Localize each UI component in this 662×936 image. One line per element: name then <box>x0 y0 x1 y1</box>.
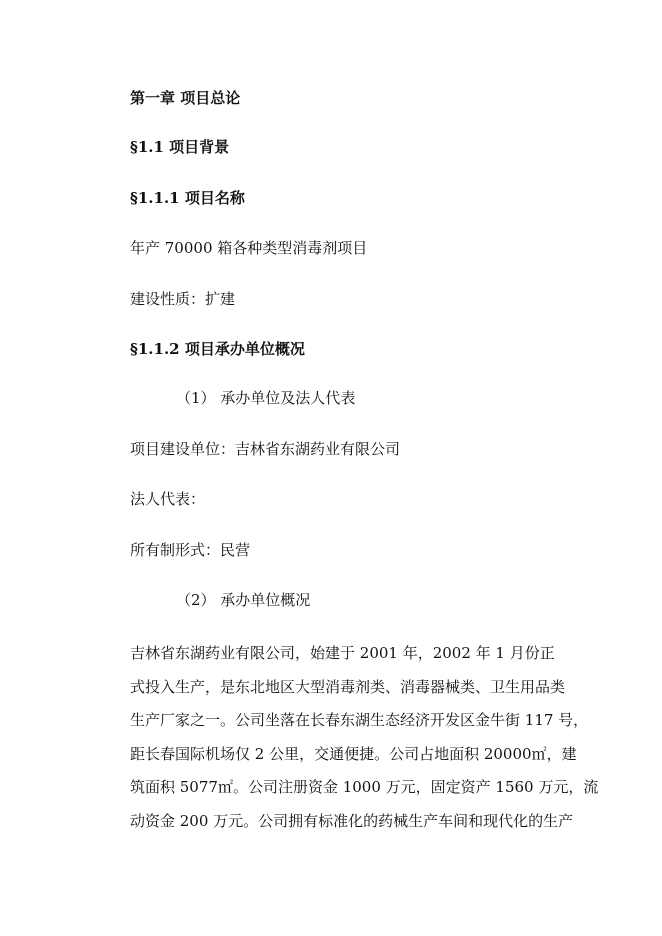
overview-line: 距长春国际机场仅 2 公里，交通便捷。公司占地面积 20000㎡，建 <box>130 744 577 763</box>
section-heading-1-1-2: §1.1.2 项目承办单位概况 <box>130 340 305 358</box>
overview-paragraph <box>130 637 599 838</box>
overview-line: 吉林省东湖药业有限公司，始建于 2001 年，2002 年 1 月份正 <box>130 644 555 662</box>
builder-unit-text: 项目建设单位：吉林省东湖药业有限公司 <box>130 440 401 458</box>
overview-line: 动资金 200 万元。公司拥有标准化的药械生产车间和现代化的生产 <box>130 811 574 830</box>
overview-line: 式投入生产，是东北地区大型消毒剂类、消毒器械类、卫生用品类 <box>130 677 566 696</box>
overview-line: 生产厂家之一。公司坐落在长春东湖生态经济开发区金牛街 117 号， <box>130 711 589 729</box>
legal-representative-text: 法人代表： <box>130 490 206 508</box>
ownership-form-text: 所有制形式：民营 <box>130 541 251 559</box>
overview-line: 筑面积 5077㎡。公司注册资金 1000 万元，固定资产 1560 万元，流 <box>130 778 599 796</box>
project-name-text: 年产 70000 箱各种类型消毒剂项目 <box>130 239 368 257</box>
section-heading-1-1-1: §1.1.1 项目名称 <box>130 189 245 207</box>
subsection-unit-and-rep: （1） 承办单位及法人代表 <box>176 389 356 407</box>
chapter-title: 第一章 项目总论 <box>130 89 241 107</box>
section-heading-1-1: §1.1 项目背景 <box>130 138 230 156</box>
subsection-unit-overview: （2） 承办单位概况 <box>176 591 311 609</box>
construction-nature-text: 建设性质：扩建 <box>130 290 236 308</box>
